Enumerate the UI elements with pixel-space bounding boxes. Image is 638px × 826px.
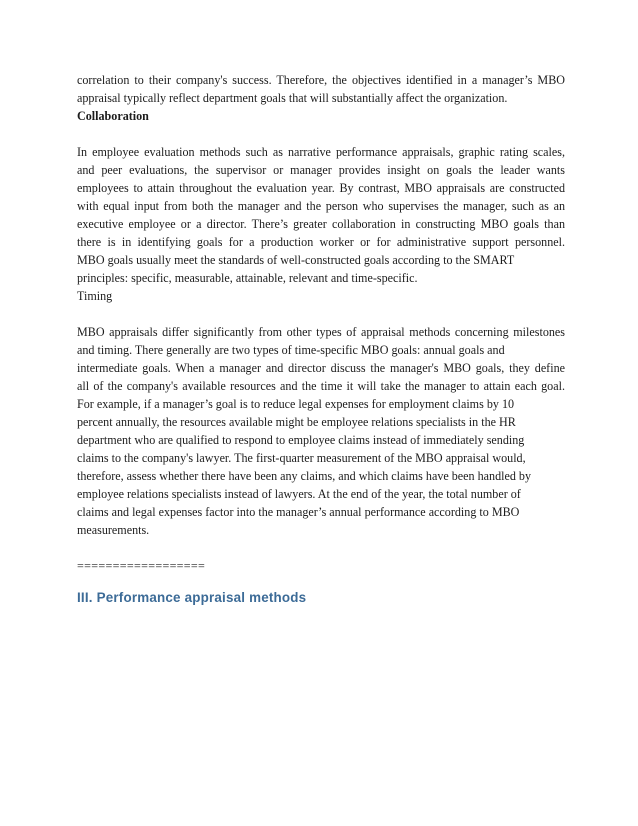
document-body bbox=[77, 71, 565, 607]
timing-line: all of the company's available resources and the time it will take the manager to attain each goal. bbox=[77, 379, 565, 393]
collaboration-line: executive employee or a director. There’s greater collaboration in constructing MBO goals than bbox=[77, 217, 565, 231]
collaboration-line: In employee evaluation methods such as narrative performance appraisals, graphic rating scales, bbox=[77, 145, 565, 159]
timing-line: claims to the company's lawyer. The first-quarter measurement of the MBO appraisal would, bbox=[77, 451, 526, 465]
timing-line: For example, if a manager’s goal is to reduce legal expenses for employment claims by 10 bbox=[77, 397, 515, 411]
timing-line: and timing. There generally are two types of time-specific MBO goals: annual goals and bbox=[77, 343, 505, 357]
separator-line: ================== bbox=[77, 559, 206, 573]
collaboration-line: and peer evaluations, the supervisor or manager provides insight on goals the leader wants bbox=[77, 163, 565, 177]
collaboration-line: with equal input from both the manager and the person who supervises the manager, such as an bbox=[77, 199, 565, 213]
timing-line: percent annually, the resources available might be employee relations specialists in the HR bbox=[77, 415, 516, 429]
paragraph-gap bbox=[77, 125, 565, 143]
timing-heading: Timing bbox=[77, 289, 113, 303]
paragraph-gap bbox=[77, 305, 565, 323]
section-heading: III. Performance appraisal methods bbox=[77, 590, 307, 605]
intro-line: correlation to their company's success. Therefore, the objectives identified in a manager’s MBO bbox=[77, 73, 565, 87]
collaboration-heading: Collaboration bbox=[77, 109, 149, 123]
timing-line: department who are qualified to respond to employee claims instead of immediately sending bbox=[77, 433, 525, 447]
collaboration-line: MBO goals usually meet the standards of well-constructed goals according to the SMART bbox=[77, 253, 515, 267]
timing-line: measurements. bbox=[77, 523, 150, 537]
timing-line: MBO appraisals differ significantly from other types of appraisal methods concerning milestones bbox=[77, 325, 565, 339]
paragraph-gap bbox=[77, 539, 565, 557]
collaboration-line: employees to attain throughout the evaluation year. By contrast, MBO appraisals are constructed bbox=[77, 181, 565, 195]
timing-line: claims and legal expenses factor into the manager’s annual performance according to MBO bbox=[77, 505, 520, 519]
timing-line: employee relations specialists instead of lawyers. At the end of the year, the total number of bbox=[77, 487, 521, 501]
collaboration-line: there is in identifying goals for a production worker or for administrative support personnel. bbox=[77, 235, 565, 249]
timing-line: intermediate goals. When a manager and director discuss the manager's MBO goals, they define bbox=[77, 361, 565, 375]
intro-line: appraisal typically reflect department goals that will substantially affect the organization. bbox=[77, 91, 508, 105]
timing-line: therefore, assess whether there have been any claims, and which claims have been handled by bbox=[77, 469, 532, 483]
collaboration-line: principles: specific, measurable, attainable, relevant and time-specific. bbox=[77, 271, 418, 285]
